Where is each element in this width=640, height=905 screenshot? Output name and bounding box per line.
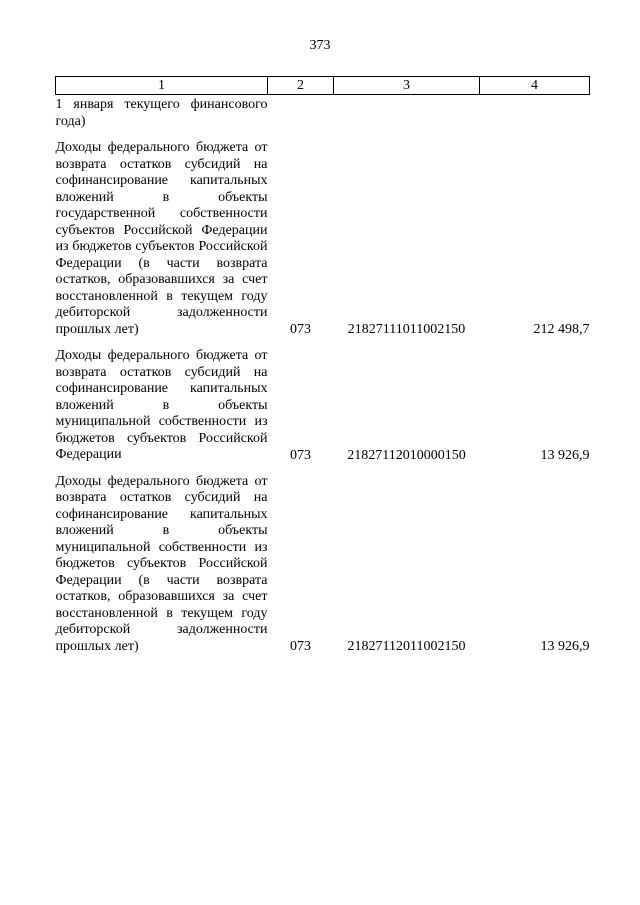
table-row	[56, 348, 590, 464]
row-code: 073	[290, 322, 311, 337]
column-header-2: 2	[268, 77, 334, 95]
row-amount	[480, 95, 590, 131]
table-row	[56, 140, 590, 338]
row-description: Доходы федерального бюджета от возврата остатков субсидий на софинансирование капитальных вложений в объекты государственной собственности субъектов Российской Федерации из бюджетов субъектов Российской Федерации (в части возврата остатков, образовавшихся за счет восстановленной в текущем году дебиторской задолженности прошлых лет)	[55, 140, 268, 337]
row-amount: 13 926,9	[540, 447, 590, 463]
header-row	[56, 77, 590, 95]
table-row	[56, 474, 590, 656]
row-amount: 212 498,7	[533, 322, 590, 337]
column-header-1: 1	[56, 77, 268, 95]
table-row	[56, 95, 590, 131]
row-description: Доходы федерального бюджета от возврата остатков субсидий на софинансирование капитальных вложений в объекты муниципальной собственности из бюджетов субъектов Российской Федерации (в части возврата остатков, образовавшихся за счет восстановленной в текущем году дебиторской задолженности прошлых лет)	[55, 473, 268, 654]
page-number: 373	[309, 38, 331, 53]
column-header-4: 4	[480, 77, 590, 95]
column-header-3: 3	[334, 77, 480, 95]
row-kbk: 21827112010000150	[347, 447, 466, 463]
row-kbk: 21827112011002150	[347, 639, 466, 654]
row-description: 1 января текущего финансового года)	[55, 97, 268, 129]
row-code: 073	[290, 447, 311, 463]
row-kbk	[334, 95, 480, 131]
row-description: Доходы федерального бюджета от возврата остатков субсидий на софинансирование капитальных вложений в объекты муниципальной собственности из бюджетов субъектов Российской Федерации	[55, 348, 268, 462]
row-code: 073	[290, 639, 311, 654]
budget-table	[55, 76, 590, 655]
row-kbk: 21827111011002150	[347, 322, 466, 337]
row-amount: 13 926,9	[540, 639, 590, 654]
row-code	[268, 95, 334, 131]
